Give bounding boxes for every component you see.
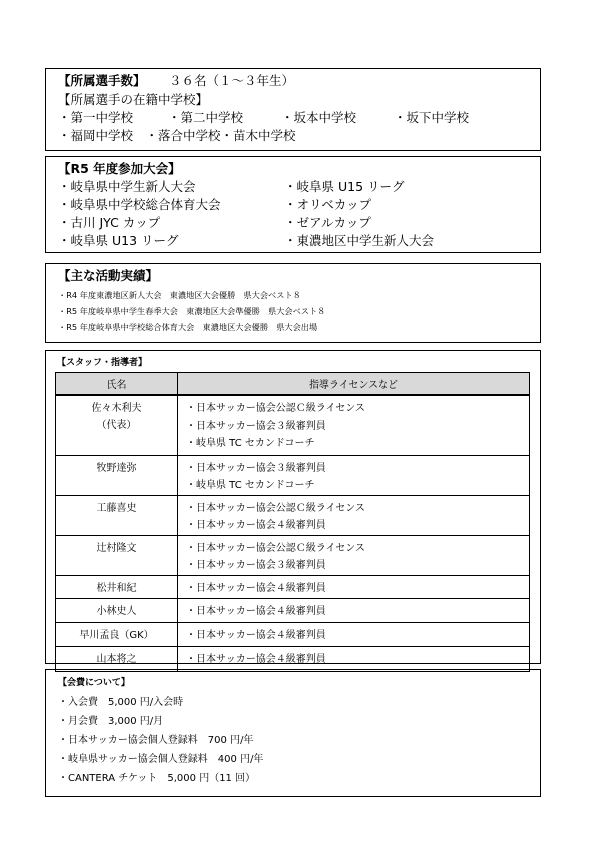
fee-item: ・日本サッカー協会個人登録料 700 円/年: [58, 735, 254, 746]
staff-name-cell: [56, 622, 178, 646]
license-item: ・日本サッカー協会４級審判員: [186, 520, 326, 531]
tournament-item: ・岐阜県 U15 リーグ: [284, 179, 405, 194]
schools-heading: 【所属選手の在籍中学校】: [58, 92, 209, 107]
table-row: [56, 455, 530, 495]
staff-name: 工藤喜史: [96, 502, 137, 514]
table-row: [56, 395, 530, 455]
staff-license-cell: [178, 575, 530, 598]
school-item: ・第二中学校: [168, 110, 244, 125]
license-item: ・日本サッカー協会公認Ｃ級ライセンス: [186, 542, 365, 554]
staff-name-cell: [56, 395, 178, 455]
staff-name-cell: [56, 575, 178, 598]
license-item: ・岐阜県 TC セカンドコーチ: [186, 480, 315, 491]
fee-item: ・月会費 3,000 円/月: [58, 716, 164, 727]
fees-section: [45, 669, 541, 797]
license-item: ・日本サッカー協会３級審判員: [186, 462, 326, 474]
license-item: ・日本サッカー協会３級審判員: [186, 420, 326, 432]
staff-name: 佐々木利夫: [91, 403, 142, 414]
staff-license-cell: [178, 598, 530, 622]
staff-table-header: [56, 373, 530, 396]
tournament-item: ・オリベカップ: [284, 197, 372, 212]
fee-item: ・CANTERA チケット 5,000 円（11 回）: [58, 773, 256, 784]
tournament-item: ・岐阜県中学校総合体育大会: [58, 197, 221, 212]
fee-item: ・岐阜県サッカー協会個人登録料 400 円/年: [58, 754, 264, 765]
staff-name: 早川孟良（GK）: [79, 629, 154, 641]
staff-name: 山本将之: [96, 653, 137, 665]
staff-name: 牧野達弥: [96, 462, 137, 474]
table-row: [56, 622, 530, 646]
staff-name-cell: [56, 646, 178, 671]
table-row: [56, 535, 530, 575]
staff-license-cell: [178, 495, 530, 535]
result-item: ・R5 年度岐阜県中学校総合体育大会 東濃地区大会優勝 県大会出場: [58, 322, 318, 332]
results-section: [45, 263, 541, 343]
members-count: ３６名（１～３年生）: [169, 73, 295, 88]
license-item: ・日本サッカー協会４級審判員: [186, 582, 326, 594]
staff-name-cell: [56, 598, 178, 622]
staff-license-cell: [178, 646, 530, 671]
staff-license-cell: [178, 395, 530, 455]
license-item: ・日本サッカー協会公認Ｃ級ライセンス: [186, 502, 365, 514]
tournament-item: ・東濃地区中学生新人大会: [284, 233, 435, 248]
column-header-name: 氏名: [56, 373, 178, 396]
tournaments-heading: 【R5 年度参加大会】: [58, 161, 181, 176]
result-item: ・R4 年度東濃地区新人大会 東濃地区大会優勝 県大会ベスト８: [58, 290, 301, 300]
staff-name: 辻村隆文: [96, 542, 137, 554]
results-heading: 【主な活動実績】: [58, 268, 159, 283]
table-row: [56, 598, 530, 622]
staff-heading: 【スタッフ・指導者】: [57, 358, 148, 368]
tournament-item: ・ゼアルカップ: [284, 215, 371, 230]
members-section: [45, 68, 541, 151]
tournament-item: ・岐阜県中学生新人大会: [58, 179, 196, 194]
table-row: [56, 575, 530, 598]
staff-role: （代表）: [96, 420, 137, 431]
license-item: ・日本サッカー協会４級審判員: [186, 629, 326, 641]
license-item: ・日本サッカー協会４級審判員: [186, 605, 326, 617]
school-item: ・坂本中学校: [281, 110, 357, 125]
fees-heading: 【会費について】: [58, 678, 130, 688]
result-item: ・R5 年度岐阜県中学生春季大会 東濃地区大会準優勝 県大会ベスト８: [58, 306, 326, 316]
tournament-item: ・岐阜県 U13 リーグ: [58, 233, 179, 248]
license-item: ・日本サッカー協会３級審判員: [186, 560, 326, 571]
column-header-license: 指導ライセンスなど: [178, 373, 530, 396]
tournaments-section: [45, 156, 541, 253]
staff-license-cell: [178, 622, 530, 646]
staff-name-cell: [56, 455, 178, 495]
license-item: ・日本サッカー協会４級審判員: [186, 653, 326, 665]
license-item: ・岐阜県 TC セカンドコーチ: [186, 438, 315, 449]
members-header-label: 【所属選手数】: [58, 73, 146, 88]
table-row: [56, 646, 530, 671]
staff-license-cell: [178, 535, 530, 575]
staff-license-cell: [178, 455, 530, 495]
school-item: ・坂下中学校: [394, 110, 470, 125]
license-item: ・日本サッカー協会公認Ｃ級ライセンス: [186, 403, 365, 414]
tournament-item: ・古川 JYC カップ: [58, 215, 161, 230]
staff-name: 松井和紀: [96, 582, 137, 594]
table-row: [56, 495, 530, 535]
schools-row-2: ・福岡中学校 ・落合中学校・苗木中学校: [58, 128, 296, 143]
school-item: ・第一中学校: [58, 110, 134, 125]
staff-name-cell: [56, 535, 178, 575]
staff-table: [55, 372, 530, 672]
staff-name: 小林史人: [96, 605, 137, 617]
staff-name-cell: [56, 495, 178, 535]
fee-item: ・入会費 5,000 円/入会時: [58, 697, 184, 708]
